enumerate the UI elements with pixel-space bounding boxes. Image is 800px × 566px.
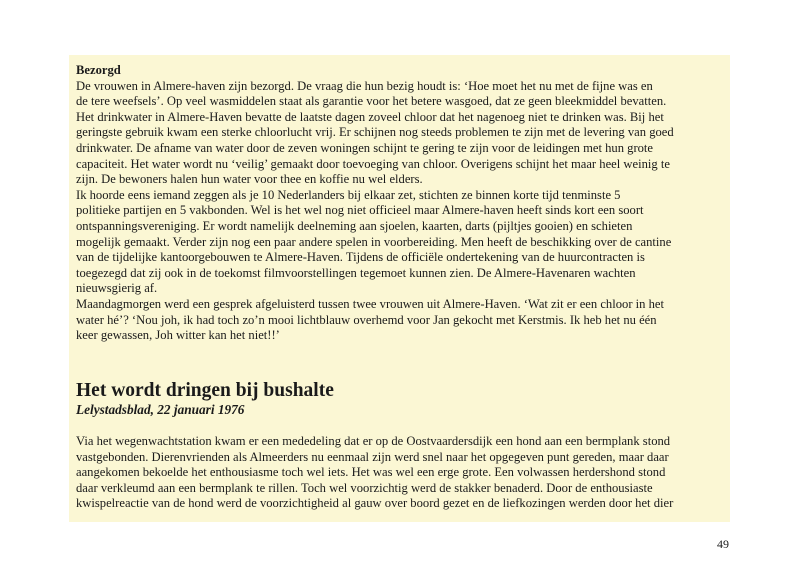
page-number: 49 (717, 537, 729, 551)
text-line: Via het wegenwachtstation kwam er een mededeling dat er op de Oostvaardersdijk een hond aan een bermplank stond (76, 434, 671, 448)
article-title: Bezorgd (76, 63, 121, 77)
text-line: zijn. De bewoners halen hun water voor thee en koffie nu wel elders. (76, 172, 423, 187)
article-bushalte (76, 434, 673, 512)
text-line: politieke partijen en 5 vakbonden. Wel is het wel nog niet officieel maar Almere-haven heeft sinds kort een soort (76, 203, 644, 218)
text-line: geringste gebruik kwam een sterke chloorlucht vrij. Er schijnen nog steeds problemen te zijn met de levering van goed (76, 125, 674, 140)
text-line: van de tijdelijke kantoorgebouwen te Almere-Haven. Tijdens de officiële ondertekening van de huurcontracten is (76, 250, 645, 265)
text-line: toegezegd dat zij ook in de toekomst filmvoorstellingen tegemoet kunnen zien. De Almere-Havenaren wachten (76, 265, 636, 280)
text-line: mogelijk gemaakt. Verder zijn nog een paar andere spelen in voorbereiding. Men heeft de beschikking over de cantine (76, 234, 672, 249)
article-heading: Het wordt dringen bij bushalte (76, 380, 334, 401)
text-line: aangekomen bekoelde het enthousiasme toch wel iets. Het was wel een erge grote. Een volwassen herdershond stond (76, 465, 666, 480)
text-line: water hé’? ‘Nou joh, ik had toch zo’n mooi lichtblauw overhemd voor Jan gekocht met Kerstmis. Ik heb het nu één (76, 312, 657, 327)
text-line: Maandagmorgen werd een gesprek afgeluisterd tussen twee vrouwen uit Almere-Haven. ‘Wat zit er een chloor in het (76, 296, 664, 311)
text-line: ontspanningsvereniging. Er wordt namelijk deelneming aan sjoelen, kaarten, darts (pijltjes gooien) en schieten (76, 218, 633, 233)
text-line: Ik hoorde eens iemand zeggen als je 10 Nederlanders bij elkaar zet, stichten ze binnen korte tijd tenminste 5 (76, 187, 621, 202)
text-line: drinkwater. De afname van water door de zeven woningen schijnt te gering te zijn voor de leidingen met hun grote (76, 140, 654, 155)
article-source: Lelystadsblad, 22 januari 1976 (76, 402, 245, 417)
text-line: daar verkleumd aan een bermplank te rillen. Toch wel voorzichtig werd de stakker benaderd. Door de enthousiaste (76, 480, 653, 495)
text-line: capaciteit. Het water wordt nu ‘veilig’ gemaakt door toevoeging van chloor. Overigens schijnt het maar heel weinig te (76, 156, 670, 171)
text-line: vastgebonden. Dierenvrienden als Almeerders nu eenmaal zijn werd snel naar het opgegeven punt gereden, maar daar (76, 449, 669, 464)
article-bezorgd (76, 63, 674, 344)
text-line: nieuwsgierig af. (76, 281, 158, 296)
text-line: Het drinkwater in Almere-Haven bevatte de laatste dagen zoveel chloor dat het nagenoeg niet te drinken was. Bij het (76, 109, 664, 124)
text-line: kwispelreactie van de hond werd de voorzichtigheid al gauw over boord gezet en de liefkozingen werden door het dier (76, 496, 674, 511)
text-line: De vrouwen in Almere-haven zijn bezorgd. De vraag die hun bezig houdt is: ‘Hoe moet het nu met de fijne was en (76, 78, 653, 93)
text-line: de tere weefsels’. Op veel wasmiddelen staat als garantie voor het betere wasgoed, dat ze geen bleekmiddel bevatten. (76, 94, 667, 109)
text-line: keer gewassen, Joh witter kan het niet!!’ (76, 328, 280, 343)
